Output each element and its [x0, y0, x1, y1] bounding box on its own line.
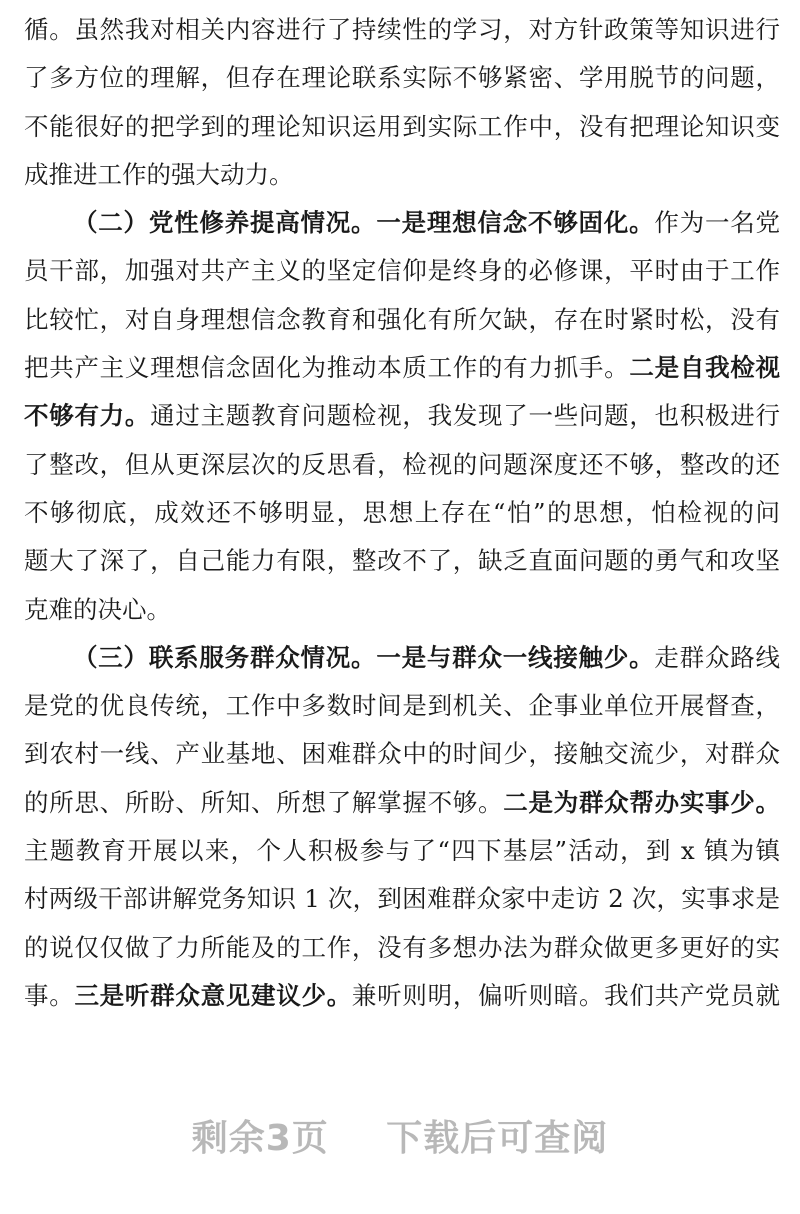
- body-text: 主题教育开展以来，个人积极参与了“四下基层”活动，到 x 镇为镇: [24, 836, 780, 866]
- text-line: [24, 586, 780, 634]
- body-text: 比较忙，对自身理想信念教育和强化有所欠缺，存在时紧时松，没有: [24, 304, 780, 334]
- bold-heading-text: 二是自我检视: [629, 353, 781, 383]
- text-line: [24, 103, 780, 151]
- text-line: [24, 199, 780, 247]
- text-line: [24, 344, 780, 392]
- bold-heading-text: （三）联系服务群众情况。一是与群众一线接触少。: [73, 642, 655, 672]
- body-text: 不能很好的把学到的理论知识运用到实际工作中，没有把理论知识变: [24, 111, 780, 141]
- bold-heading-text: 不够有力。: [24, 401, 151, 431]
- text-line: [24, 296, 780, 344]
- text-line: [24, 489, 780, 537]
- text-line: [24, 924, 780, 972]
- text-line: [24, 634, 780, 682]
- body-text: 成推进工作的强大动力。: [24, 159, 294, 189]
- body-text: 了整改，但从更深层次的反思看，检视的问题深度还不够，整改的还: [24, 449, 780, 479]
- text-line: [24, 54, 780, 102]
- download-to-view-label[interactable]: 下载后可查阅: [386, 1118, 609, 1159]
- text-line: [24, 827, 780, 875]
- text-line: [24, 392, 780, 440]
- text-line: [24, 875, 780, 923]
- text-line: [24, 247, 780, 295]
- body-text: 兼听则明，偏听则暗。我们共产党员就: [351, 980, 781, 1010]
- body-text: 是党的优良传统，工作中多数时间是到机关、企事业单位开展督查，: [24, 691, 780, 721]
- body-text: 村两级干部讲解党务知识 1 次，到困难群众家中走访 2 次，实事求是: [24, 884, 780, 914]
- text-line: [24, 682, 780, 730]
- body-text: 员干部，加强对共产主义的坚定信仰是终身的必修课，平时由于工作: [24, 256, 780, 286]
- text-line: [24, 972, 780, 1020]
- body-text: 的所思、所盼、所知、所想了解掌握不够。: [24, 787, 504, 817]
- bold-heading-text: （二）党性修养提高情况。一是理想信念不够固化。: [73, 208, 655, 238]
- text-line: [24, 537, 780, 585]
- body-text: 通过主题教育问题检视，我发现了一些问题，也积极进行: [150, 401, 781, 431]
- text-line: [24, 441, 780, 489]
- text-line: [24, 779, 780, 827]
- remaining-pages-label: 剩余3页: [191, 1118, 329, 1159]
- body-text: 不够彻底，成效还不够明显，思想上存在“怕”的思想，怕检视的问: [24, 497, 780, 527]
- body-text: 作为一名党: [654, 208, 781, 238]
- body-text: 题大了深了，自己能力有限，整改不了，缺乏直面问题的勇气和攻坚: [24, 546, 780, 576]
- body-text: 的说仅仅做了力所能及的工作，没有多想办法为群众做更多更好的实: [24, 932, 780, 962]
- body-text: 克难的决心。: [24, 594, 171, 624]
- document-page: [24, 6, 780, 1020]
- text-line: [24, 730, 780, 778]
- download-prompt[interactable]: [0, 1110, 800, 1161]
- body-text: 事。: [24, 980, 75, 1010]
- body-text: 到农村一线、产业基地、困难群众中的时间少，接触交流少，对群众: [24, 739, 780, 769]
- body-text: 把共产主义理想信念固化为推动本质工作的有力抓手。: [24, 353, 630, 383]
- text-line: [24, 6, 780, 54]
- body-text: 走群众路线: [654, 642, 781, 672]
- body-text: 了多方位的理解，但存在理论联系实际不够紧密、学用脱节的问题，: [24, 63, 780, 93]
- text-line: [24, 151, 780, 199]
- bold-heading-text: 二是为群众帮办实事少。: [503, 787, 781, 817]
- body-text: 循。虽然我对相关内容进行了持续性的学习，对方针政策等知识进行: [24, 15, 780, 44]
- bold-heading-text: 三是听群众意见建议少。: [74, 980, 352, 1010]
